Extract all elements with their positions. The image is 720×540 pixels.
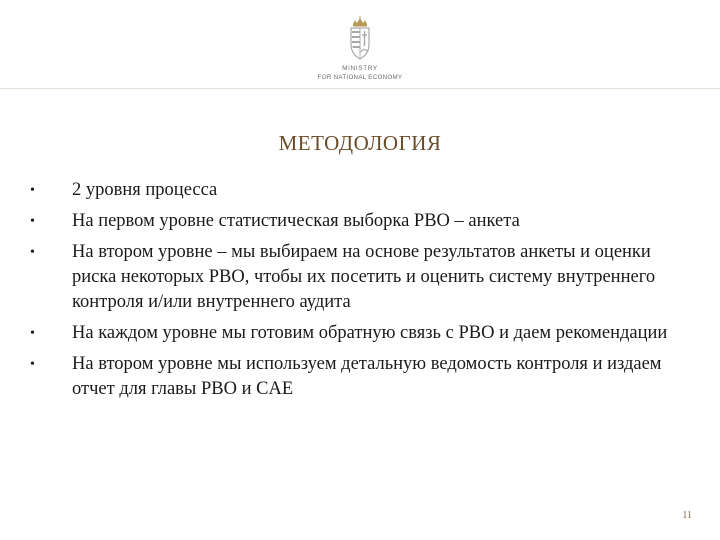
bullet-text: На каждом уровне мы готовим обратную связь с РВО и даем рекомендации bbox=[72, 323, 668, 343]
ministry-line1: MINISTRY bbox=[342, 65, 378, 72]
bullet-dot-icon: • bbox=[30, 245, 35, 260]
coat-of-arms-icon bbox=[343, 16, 377, 62]
bullet-item bbox=[26, 240, 698, 315]
slide-title: МЕТОДОЛОГИЯ bbox=[278, 131, 442, 155]
bullet-text: На первом уровне статистическая выборка РВО – анкета bbox=[72, 211, 520, 231]
page-number: 11 bbox=[682, 510, 692, 521]
bullet-text: На втором уровне мы используем детальную ведомость контроля и издаем отчет для главы РВО и CAE bbox=[72, 354, 662, 399]
bullet-item bbox=[26, 209, 698, 234]
bullet-item bbox=[26, 352, 698, 402]
ministry-logo-text bbox=[300, 64, 420, 82]
ministry-line2: FOR NATIONAL ECONOMY bbox=[317, 74, 403, 81]
bullet-list bbox=[26, 178, 698, 408]
bullet-text: На втором уровне – мы выбираем на основе результатов анкеты и оценки риска некоторых РВО, чтобы их посетить и оценить систему внутреннего контроля и/или внутреннего аудита bbox=[72, 242, 656, 312]
bullet-text: 2 уровня процесса bbox=[72, 180, 218, 200]
bullet-dot-icon: • bbox=[30, 326, 35, 341]
bullet-item bbox=[26, 178, 698, 203]
bullet-dot-icon: • bbox=[30, 183, 35, 198]
slide-header bbox=[0, 0, 720, 90]
bullet-dot-icon: • bbox=[30, 357, 35, 372]
header-divider bbox=[0, 88, 720, 89]
bullet-dot-icon: • bbox=[30, 214, 35, 229]
bullet-item bbox=[26, 321, 698, 346]
